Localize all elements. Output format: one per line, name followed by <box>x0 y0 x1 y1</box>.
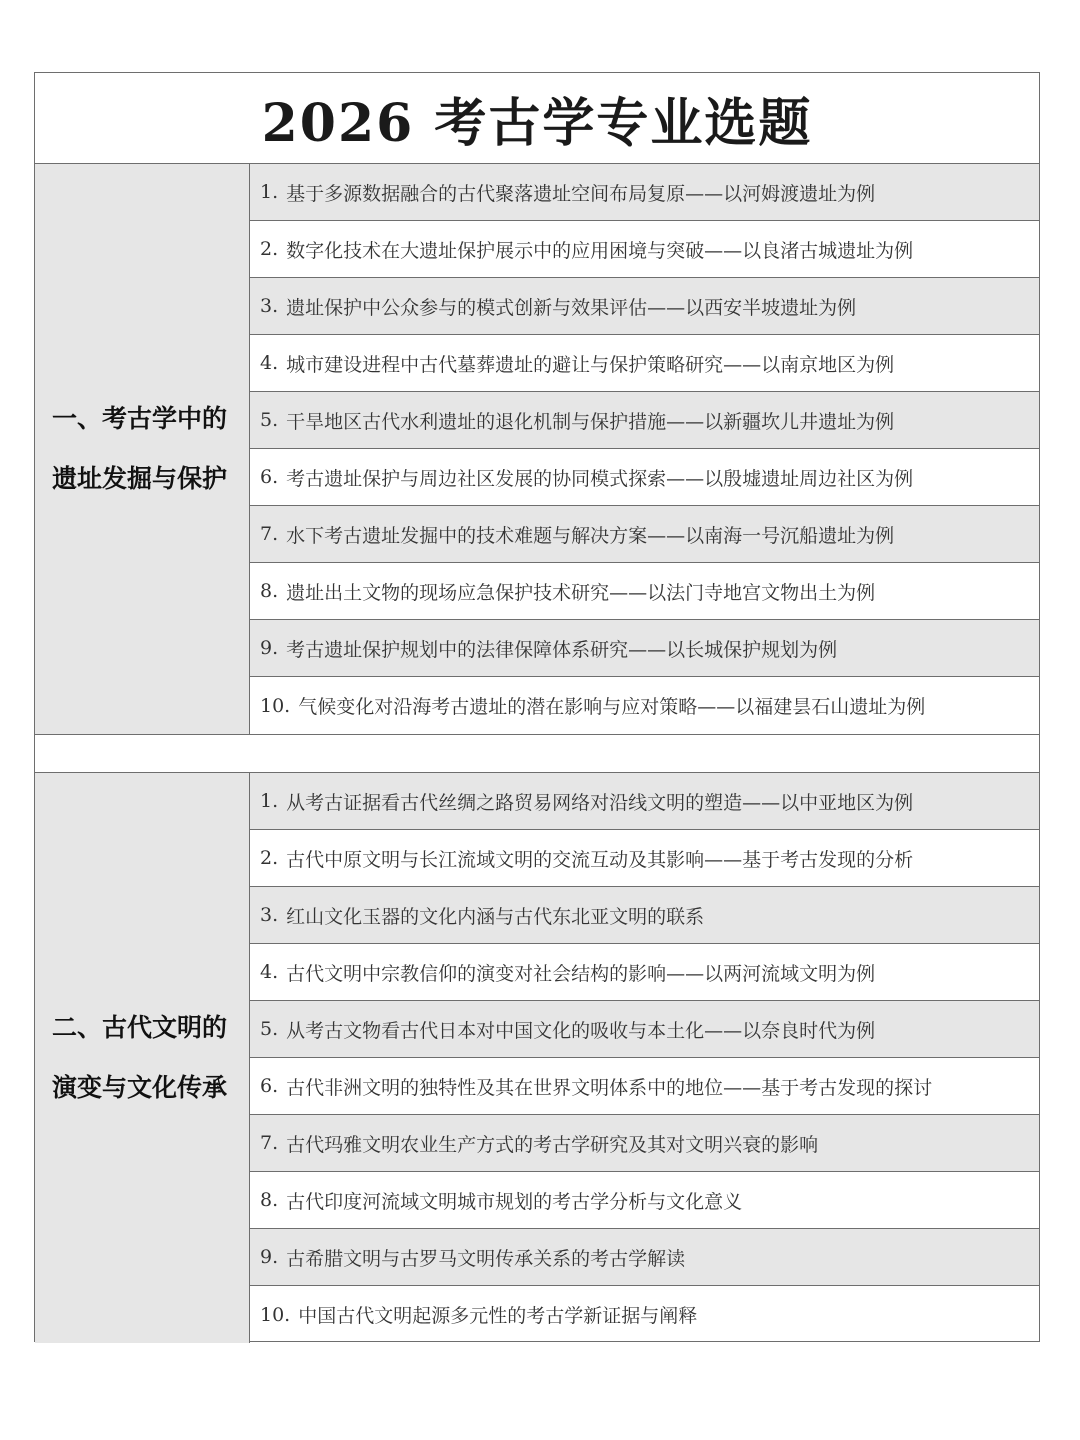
topic-text: 中国古代文明起源多元性的考古学新证据与阐释 <box>298 1305 698 1327</box>
topic-text: 气候变化对沿海考古遗址的潜在影响与应对策略——以福建昙石山遗址为例 <box>298 696 926 718</box>
topic-number: 10. <box>260 694 291 717</box>
section-label-text <box>42 389 242 509</box>
section-label-line: 演变与文化传承 <box>52 1073 228 1102</box>
topic-number: 9. <box>260 1246 279 1268</box>
topic-text: 干旱地区古代水利遗址的退化机制与保护措施——以新疆坎儿井遗址为例 <box>286 410 895 433</box>
topic-item <box>250 449 1039 506</box>
topic-number: 6. <box>260 1075 279 1097</box>
topic-number: 5. <box>260 1018 279 1040</box>
topic-number: 3. <box>260 295 279 317</box>
topic-item <box>250 1115 1039 1172</box>
topic-item <box>250 1229 1039 1286</box>
section-label-line: 二、古代文明的 <box>52 1013 228 1042</box>
topic-text: 古代中原文明与长江流域文明的交流互动及其影响——基于考古发现的分析 <box>286 848 914 871</box>
topic-text: 古代文明中宗教信仰的演变对社会结构的影响——以两河流域文明为例 <box>286 962 876 985</box>
topic-number: 6. <box>260 466 279 488</box>
topic-item <box>250 887 1039 944</box>
topic-text: 考古遗址保护与周边社区发展的协同模式探索——以殷墟遗址周边社区为例 <box>286 467 914 490</box>
topic-text: 从考古证据看古代丝绸之路贸易网络对沿线文明的塑造——以中亚地区为例 <box>286 791 914 814</box>
topic-item <box>250 1001 1039 1058</box>
topic-text: 基于多源数据融合的古代聚落遗址空间布局复原——以河姆渡遗址为例 <box>286 182 876 205</box>
topic-item <box>250 830 1039 887</box>
topic-item <box>250 278 1039 335</box>
section-label <box>35 164 250 734</box>
topic-number: 3. <box>260 904 279 926</box>
topic-number: 8. <box>260 580 279 602</box>
topic-table <box>34 72 1040 1342</box>
topic-text: 从考古文物看古代日本对中国文化的吸收与本土化——以奈良时代为例 <box>286 1019 876 1042</box>
topic-item <box>250 1058 1039 1115</box>
topic-text: 水下考古遗址发掘中的技术难题与解决方案——以南海一号沉船遗址为例 <box>286 524 895 547</box>
topic-text: 考古遗址保护规划中的法律保障体系研究——以长城保护规划为例 <box>286 638 838 661</box>
topic-number: 4. <box>260 352 279 374</box>
topic-text: 古代非洲文明的独特性及其在世界文明体系中的地位——基于考古发现的探讨 <box>286 1076 933 1099</box>
topic-number: 2. <box>260 238 279 260</box>
topic-item <box>250 1172 1039 1229</box>
topic-list <box>250 164 1039 734</box>
topic-text: 数字化技术在大遗址保护展示中的应用困境与突破——以良渚古城遗址为例 <box>286 239 914 262</box>
topic-item <box>250 620 1039 677</box>
topic-number: 2. <box>260 847 279 869</box>
topic-number: 1. <box>260 181 279 203</box>
topic-item <box>250 392 1039 449</box>
topic-number: 8. <box>260 1189 279 1211</box>
section-spacer <box>35 735 1039 771</box>
topic-item <box>250 506 1039 563</box>
topic-text: 城市建设进程中古代墓葬遗址的避让与保护策略研究——以南京地区为例 <box>286 353 895 376</box>
topic-item <box>250 1286 1039 1343</box>
section-label-text <box>42 998 242 1118</box>
section-label <box>35 773 250 1343</box>
topic-item <box>250 335 1039 392</box>
section-ancient-civilization <box>35 772 1039 1343</box>
topic-number: 9. <box>260 637 279 659</box>
topic-text: 红山文化玉器的文化内涵与古代东北亚文明的联系 <box>286 905 705 928</box>
topic-number: 7. <box>260 523 279 545</box>
topic-item <box>250 221 1039 278</box>
topic-number: 10. <box>260 1303 291 1326</box>
topic-number: 5. <box>260 409 279 431</box>
topic-item <box>250 677 1039 734</box>
topic-text: 古希腊文明与古罗马文明传承关系的考古学解读 <box>286 1247 686 1270</box>
topic-number: 7. <box>260 1132 279 1154</box>
topic-number: 1. <box>260 790 279 812</box>
topic-number: 4. <box>260 961 279 983</box>
topic-text: 古代玛雅文明农业生产方式的考古学研究及其对文明兴衰的影响 <box>286 1133 819 1156</box>
topic-text: 遗址保护中公众参与的模式创新与效果评估——以西安半坡遗址为例 <box>286 296 857 319</box>
topic-item <box>250 164 1039 221</box>
topic-text: 古代印度河流域文明城市规划的考古学分析与文化意义 <box>286 1190 743 1213</box>
topic-item <box>250 944 1039 1001</box>
section-site-excavation <box>35 164 1039 735</box>
topic-text: 遗址出土文物的现场应急保护技术研究——以法门寺地宫文物出土为例 <box>286 581 876 604</box>
section-label-line: 遗址发掘与保护 <box>52 464 228 493</box>
page-title: 2026 考古学专业选题 <box>35 73 1039 164</box>
topic-list <box>250 773 1039 1343</box>
topic-item <box>250 563 1039 620</box>
section-label-line: 一、考古学中的 <box>52 404 228 433</box>
topic-item <box>250 773 1039 830</box>
